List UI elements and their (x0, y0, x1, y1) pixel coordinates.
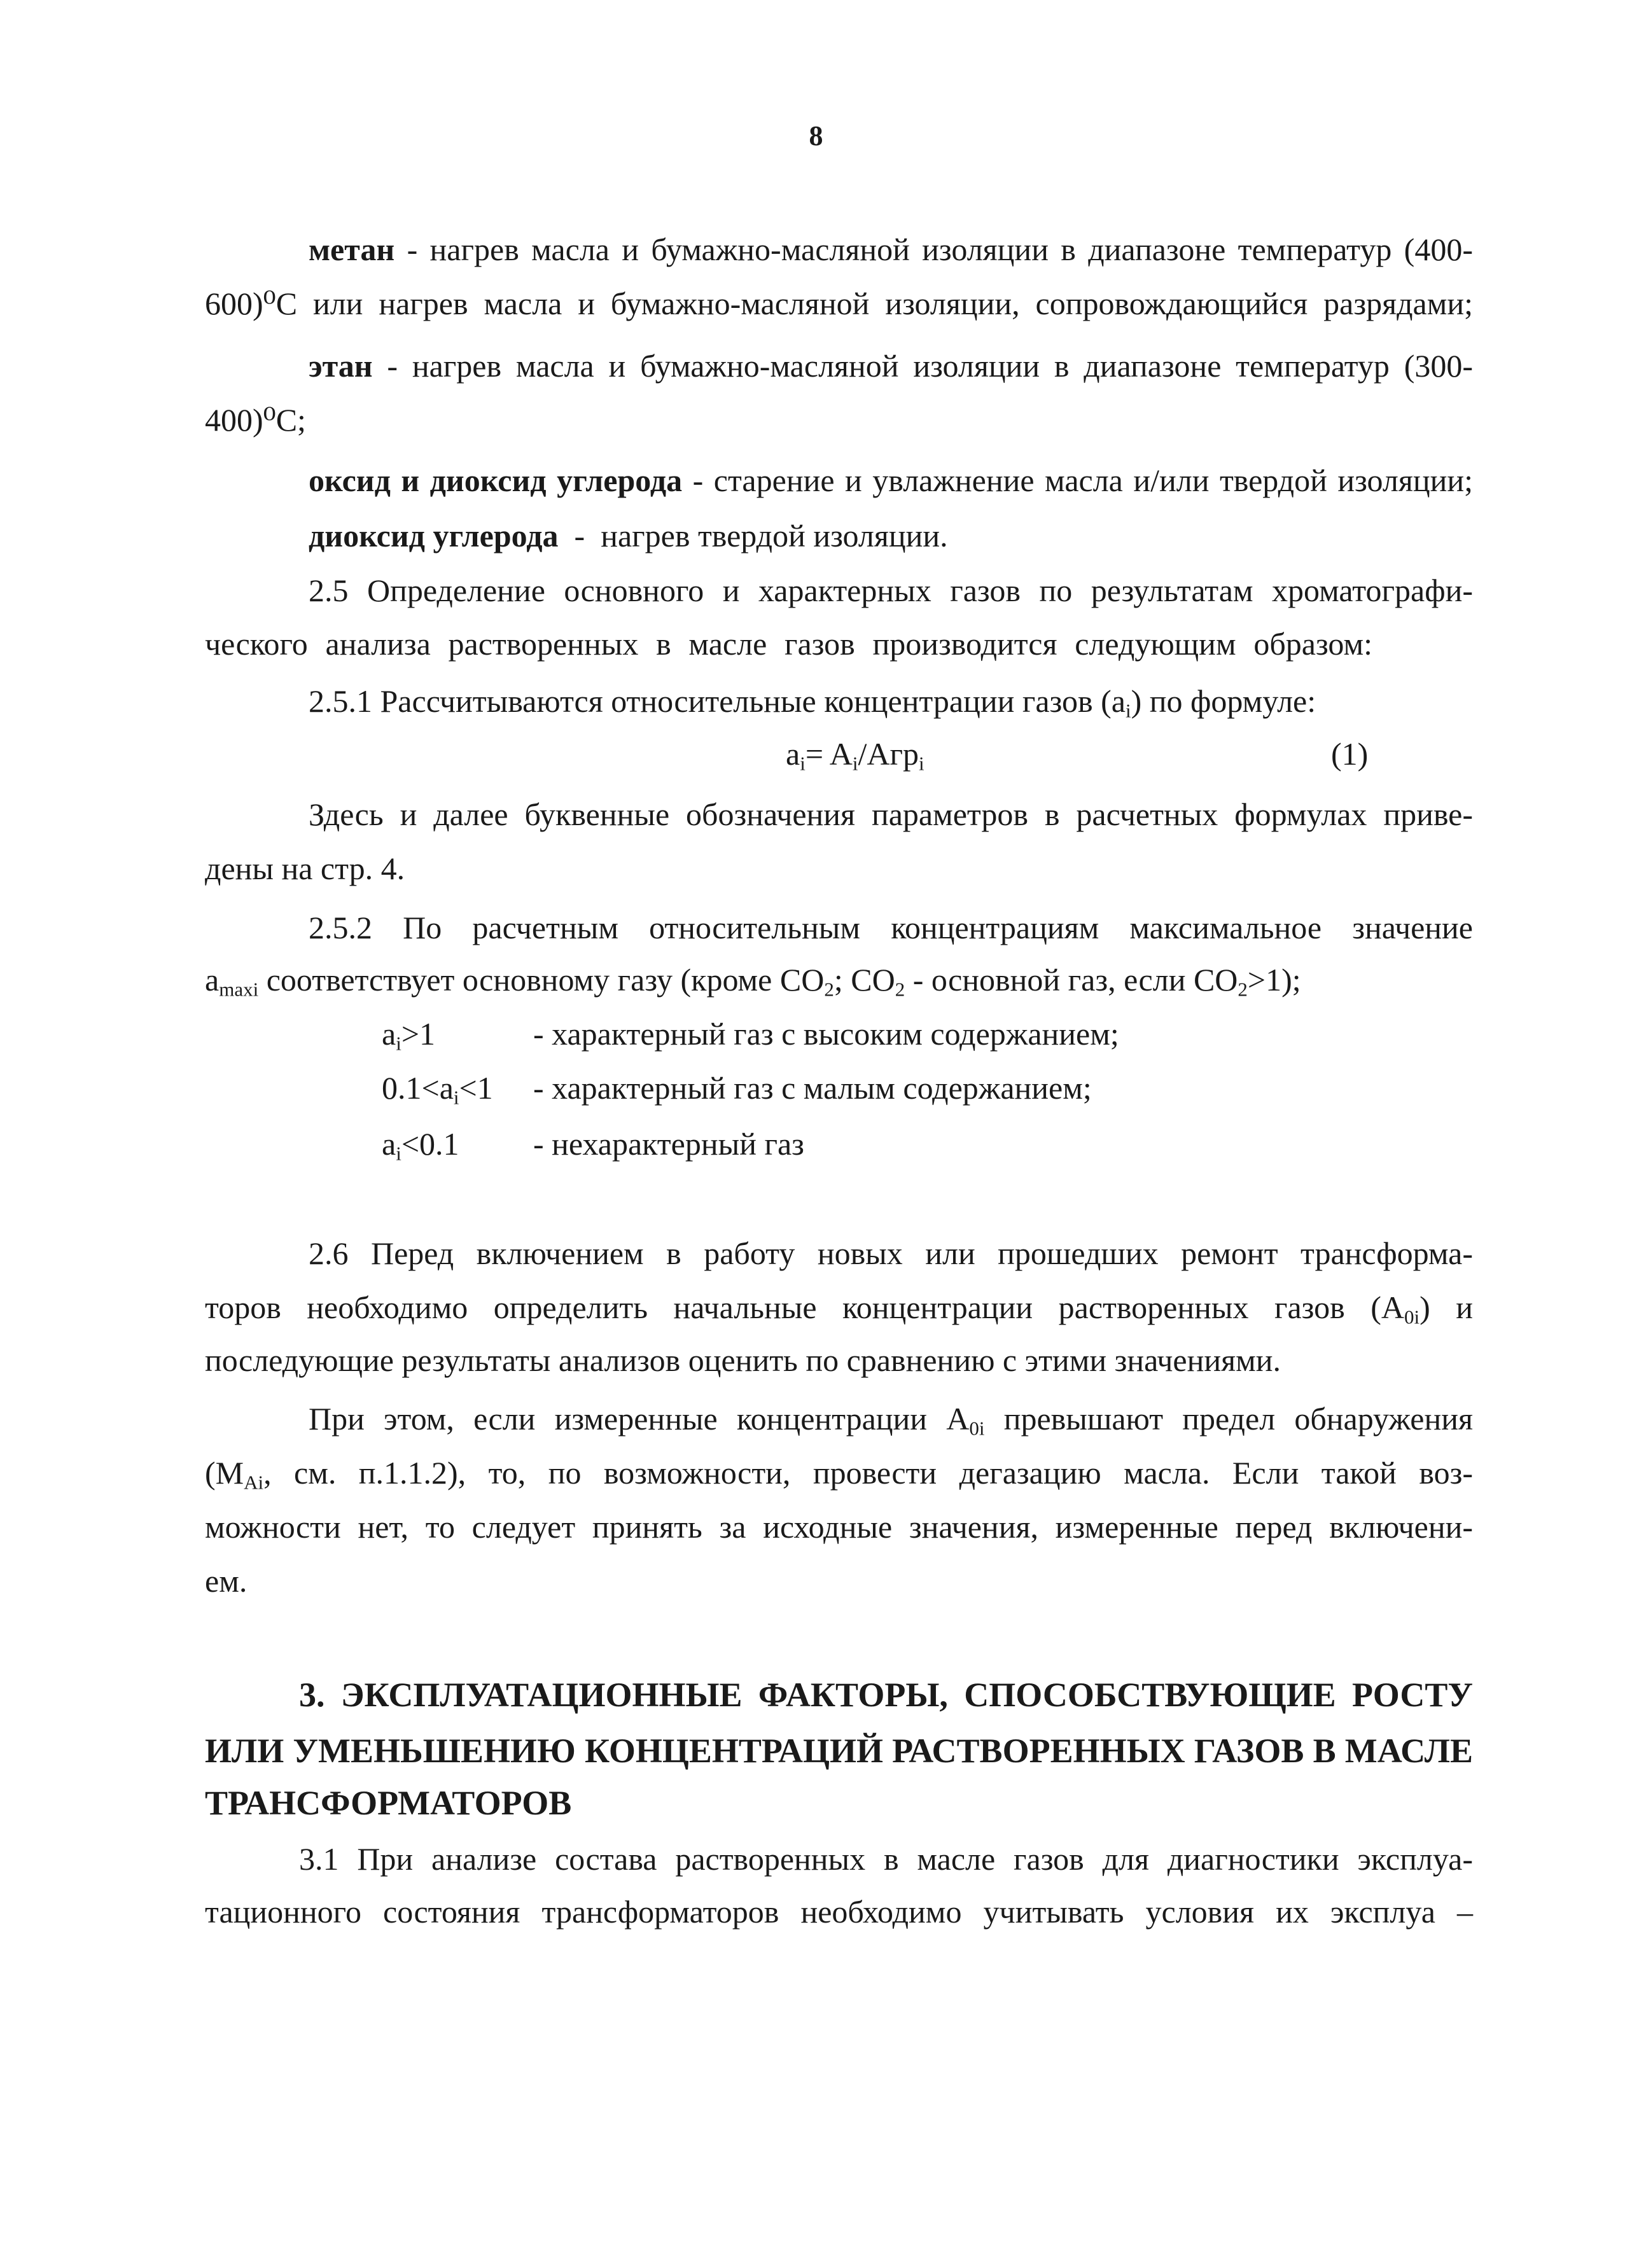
criterion-condition: $a_i>1$ (382, 1016, 436, 1055)
gas-item-methane: метан - нагрев масла и бумажно-масляной изоляции в диапазоне температур (400- (309, 232, 1473, 267)
criterion-description: - характерный газ с высоким содержанием; (533, 1016, 1119, 1052)
gas-item-methane-cont: 600)⁰С или нагрев масла и бумажно-масляной изоляции, сопровождающийся разрядами; (205, 286, 1473, 321)
page-number: 8 (809, 120, 823, 151)
paragraph-2-6b-line3: можности нет, то следует принять за исходные значения, измеренные перед включени- (205, 1509, 1473, 1545)
gas-term: метан (309, 232, 395, 267)
gas-term: этан (309, 348, 373, 384)
note-line2: дены на стр. 4. (205, 851, 405, 886)
criterion-condition: $a_i<0.1$ (382, 1126, 459, 1165)
criterion-description: - нехарактерный газ (533, 1126, 804, 1162)
criterion-description: - характерный газ с малым содержанием; (533, 1070, 1092, 1106)
gas-desc: нагрев масла и бумажно-масляной изоляции в диапазоне температур (300- (412, 348, 1473, 384)
gas-desc: старение и увлажнение масла и/или твердой изоляции; (713, 463, 1473, 498)
section-heading-line3: ТРАНСФОРМАТОРОВ (205, 1784, 572, 1822)
gas-item-co2: диоксид углерода - нагрев твердой изоляции. (309, 518, 948, 553)
paragraph-2-5-2-line2: $a_{maxi}$ соответствует основному газу (кроме $CO_2$; $CO_2$ - основной газ, если $CO_2>1$); (205, 962, 1301, 1001)
formula-1: $a_i= A_i/Агр_i$ (786, 736, 924, 775)
paragraph-3-1-line2: тационного состояния трансформаторов необходимо учитывать условия их эксплуа – (205, 1894, 1473, 1930)
gas-desc: нагрев масла и бумажно-масляной изоляции в диапазоне температур (400- (429, 232, 1473, 267)
paragraph-3-1-line1: 3.1 При анализе состава растворенных в масле газов для диагностики эксплуа- (299, 1841, 1473, 1877)
paragraph-2-6b-line1: При этом, если измеренные концентрации $A_{0i}$ превышают предел обнаружения (309, 1401, 1473, 1440)
gas-term: оксид и диоксид углерода (309, 463, 683, 498)
paragraph-2-6-line1: 2.6 Перед включением в работу новых или прошедших ремонт трансформа- (309, 1235, 1473, 1271)
paragraph-2-5-1: 2.5.1 Рассчитываются относительные концентрации газов $(a_i)$ по формуле: (309, 683, 1316, 722)
section-heading-line1: 3. ЭКСПЛУАТАЦИОННЫЕ ФАКТОРЫ, СПОСОБСТВУЮЩИЕ РОСТУ (299, 1676, 1473, 1714)
paragraph-2-6-line3: последующие результаты анализов оценить по сравнению с этими значениями. (205, 1342, 1281, 1378)
gas-term: диоксид углерода (309, 518, 559, 553)
section-heading-line2: ИЛИ УМЕНЬШЕНИЮ КОНЦЕНТРАЦИЙ РАСТВОРЕННЫХ ГАЗОВ В МАСЛЕ (205, 1732, 1473, 1770)
note-line1: Здесь и далее буквенные обозначения параметров в расчетных формулах приве- (309, 797, 1473, 832)
paragraph-2-6b-line2: ($M_{Ai}$, см. п.1.1.2), то, по возможности, провести дегазацию масла. Если такой воз- (205, 1455, 1473, 1494)
formula-number: (1) (1331, 736, 1369, 772)
paragraph-2-5-line1: 2.5 Определение основного и характерных газов по результатам хроматографи- (309, 573, 1473, 608)
gas-item-ethane: этан - нагрев масла и бумажно-масляной изоляции в диапазоне температур (300- (309, 348, 1473, 384)
criterion-condition: $0.1<a_i<1$ (382, 1070, 493, 1109)
gas-item-ethane-cont: 400)⁰С; (205, 402, 306, 438)
paragraph-2-6b-line4: ем. (205, 1563, 248, 1599)
paragraph-2-6-line2: торов необходимо определить начальные концентрации растворенных газов $(A_{0i})$ и (205, 1290, 1473, 1328)
gas-item-co-co2: оксид и диоксид углерода - старение и увлажнение масла и/или твердой изоляции; (309, 463, 1473, 498)
paragraph-2-5-2-line1: 2.5.2 По расчетным относительным концентрациям максимальное значение (309, 910, 1473, 945)
paragraph-2-5-line2: ческого анализа растворенных в масле газов производится следующим образом: (205, 626, 1372, 662)
gas-desc: нагрев твердой изоляции. (601, 518, 948, 553)
